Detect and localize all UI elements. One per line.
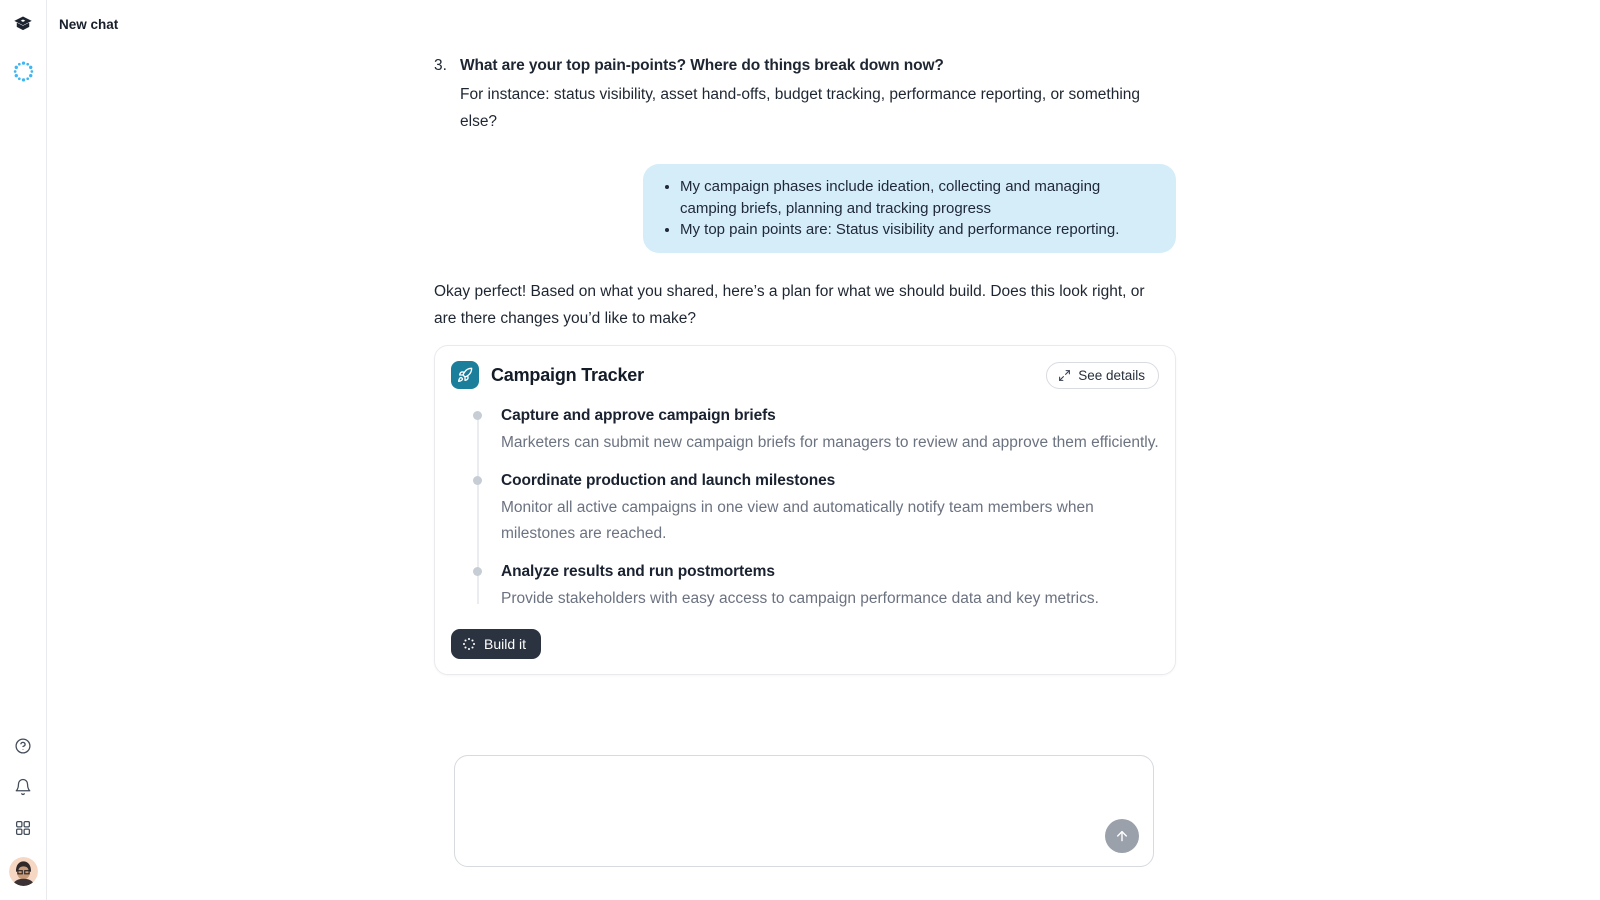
see-details-button[interactable]: [1046, 362, 1159, 389]
assistant-question: [434, 53, 1176, 135]
plan-feature: [451, 467, 1159, 547]
question-title: What are your top pain-points? Where do things break down now?: [460, 57, 944, 74]
sparkle-icon: [462, 637, 476, 651]
feature-description: Provide stakeholders with easy access to campaign performance data and key metrics.: [501, 590, 1099, 608]
plan-card-header: [451, 361, 1159, 389]
sidebar: [0, 0, 47, 900]
user-message-bullet: • My campaign phases include ideation, collecting and managing camping briefs, planning and tracking progress: [680, 176, 1152, 219]
question-body: For instance: status visibility, asset hand-offs, budget tracking, performance reporting, or something else?: [460, 86, 1141, 130]
topbar: [47, 0, 1600, 37]
arrow-up-icon: [1114, 828, 1130, 844]
message-input[interactable]: [455, 756, 1153, 866]
plan-features: [451, 402, 1159, 612]
expand-icon: [1058, 369, 1071, 382]
spinner-icon: [11, 59, 35, 83]
user-message-bullet: • My top pain points are: Status visibility and performance reporting.: [680, 219, 1152, 241]
logo-icon[interactable]: [11, 12, 35, 36]
user-message-list: [655, 176, 1152, 241]
plan-feature: [451, 402, 1159, 456]
see-details-label: See details: [1078, 367, 1145, 383]
build-it-label: Build it: [484, 636, 527, 653]
timeline-dot: [473, 411, 482, 420]
timeline-dot: [473, 476, 482, 485]
build-it-button[interactable]: [451, 629, 541, 659]
help-icon[interactable]: [11, 734, 35, 758]
user-avatar[interactable]: [9, 857, 38, 886]
feature-title: Capture and approve campaign briefs: [501, 407, 776, 425]
plan-feature: [451, 558, 1159, 612]
main-area: [47, 0, 1600, 900]
composer-area: [47, 755, 1600, 900]
feature-description: Marketers can submit new campaign briefs for managers to review and approve them efficiently.: [501, 434, 1159, 452]
rocket-icon: [451, 361, 479, 389]
feature-title: Analyze results and run postmortems: [501, 563, 775, 581]
send-button[interactable]: [1105, 819, 1139, 853]
plan-card: [434, 345, 1176, 675]
chat-column: [434, 37, 1176, 675]
feature-description: Monitor all active campaigns in one view and automatically notify team members when milestones are reached.: [501, 499, 1094, 543]
user-message-row: [434, 164, 1176, 253]
composer: [454, 755, 1154, 867]
user-message-bubble: [643, 164, 1176, 253]
timeline-dot: [473, 567, 482, 576]
question-number: 3.: [434, 57, 447, 74]
apps-icon[interactable]: [11, 816, 35, 840]
plan-card-title: Campaign Tracker: [491, 364, 644, 385]
feature-title: Coordinate production and launch milestones: [501, 472, 836, 490]
page-title: New chat: [59, 17, 119, 32]
notifications-icon[interactable]: [11, 775, 35, 799]
assistant-reply: Okay perfect! Based on what you shared, here’s a plan for what we should build. Does this look right, or are there changes you’d like to make?: [434, 283, 1145, 328]
chat-thread[interactable]: [47, 37, 1600, 755]
